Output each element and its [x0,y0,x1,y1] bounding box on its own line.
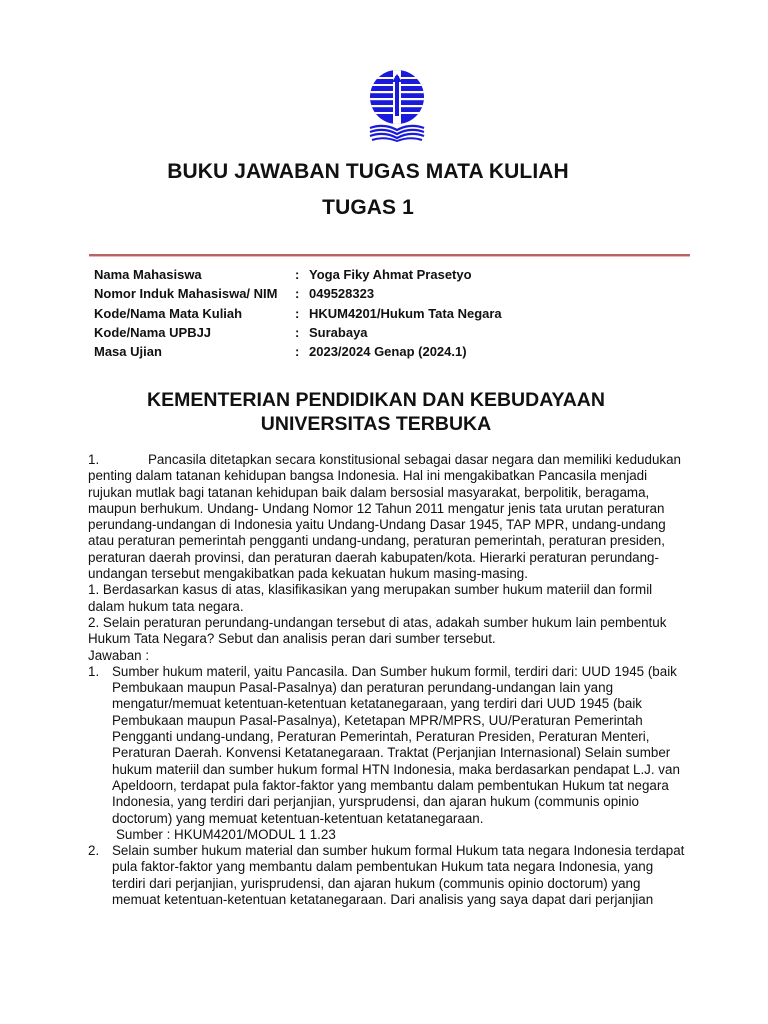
answer-number: 1. [88,663,100,679]
sub-question-1: 1. Berdasarkan kasus di atas, klasifikasikan yang merupakan sumber hukum materiil dan formil dalam hukum tata negara. [88,582,653,614]
info-colon: : [295,324,300,340]
question-paragraph [88,452,688,582]
info-colon: : [295,305,300,321]
info-value: Surabaya [309,324,368,340]
answer-item-1 [88,664,688,827]
divider-line [89,254,690,256]
institution-university: UNIVERSITAS TERBUKA [260,413,492,435]
institution-ministry: KEMENTERIAN PENDIDIKAN DAN KEBUDAYAAN [147,389,605,411]
answer-number: 2. [88,843,100,859]
info-label: Nama Mahasiswa [94,267,202,282]
answer-source: Sumber : HKUM4201/MODUL 1 1.23 [116,826,336,842]
answer-text: Selain sumber hukum material dan sumber hukum formal Hukum tata negara Indonesia terdapat pula faktor-faktor yang membantu dalam pembentukan Hukum tata negara Indonesia, yang terdiri dari perjanjian, yurisprudensi, dan ajaran hukum (communis opinio doctorum) yang memuat ketentuan-ketentuan ketatanegaraan. Dari analisis yang saya dapat dari perjanjian [112,843,685,908]
info-label: Kode/Nama UPBJJ [94,324,212,340]
student-info-table [94,265,502,361]
answer-item-2 [88,843,688,908]
question-text: Pancasila ditetapkan secara konstitusional sebagai dasar negara dan memiliki kedudukan penting dalam tatanan kehidupan bangsa Indonesia. Hal ini mengakibatkan Pancasila menjadi rujukan mutlak bagi tatanan kehidupan baik dalam bersosial masyarakat, berpolitik, beragama, maupun berhukum. Undang- Undang Nomor 12 Tahun 2011 mengatur jenis tata urutan peraturan perundang-undangan di Indonesia yaitu Undang-Undang Dasar 1945, TAP MPR, undang-undang atau peraturan pemerintah pengganti undang-undang, peraturan pemerintah, peraturan presiden, peraturan daerah provinsi, dan peraturan daerah kabupaten/kota. Hierarki peraturan perundang-undangan tersebut mengakibatkan pada kekuatan hukum masing-masing. [88,452,681,582]
document-subtitle: TUGAS 1 [322,196,414,219]
sub-question-2: 2. Selain peraturan perundang-undangan tersebut di atas, adakah sumber hukum lain pembentuk Hukum Tata Negara? Sebut dan analisis peran dari sumber tersebut. [88,614,667,647]
info-value: 049528323 [309,286,375,302]
info-row-upbjj [94,323,502,342]
info-colon: : [295,286,300,302]
info-value: 2023/2024 Genap (2024.1) [309,344,467,360]
document-body [88,452,688,908]
info-label: Kode/Nama Mata Kuliah [94,305,243,321]
info-label: Masa Ujian [94,344,162,360]
question-number: 1. [88,452,100,467]
info-row-name [94,265,502,284]
info-colon: : [295,267,300,282]
answer-text: Sumber hukum materil, yaitu Pancasila. Dan Sumber hukum formil, terdiri dari: UUD 1945 (baik Pembukaan maupun Pasal-Pasalnya) dan peraturan perundang-undangan lain yang mengatur/memuat ketentuan-ketentuan ketatanegaraan, yang terdiri dari UUD 1945 (baik Pembukaan maupun Pasal-Pasalnya), Ketetapan MPR/MPRS, UU/Peraturan Pemerintah Pengganti undang-undang, Peraturan Pemerintah, Peraturan Presiden, Peraturan Menteri, Peraturan Daerah. Konvensi Ketatanegaraan. Traktat (Perjanjian Internasional) Selain sumber hukum materiil dan sumber hukum formal HTN Indonesia, maka berdasarkan pendapat L.J. van Apeldoorn, terdapat pula faktor-faktor yang membantu dalam pembentukan Hukum tat negara Indonesia, yang terdiri dari perjanjian, yursprudensi, dan ajaran hukum (communis opinio doctorum) yang memuat ketentuan-ketentuan ketatanegaraan. [112,663,680,826]
info-row-nim [94,284,502,303]
info-colon: : [295,344,300,360]
ut-logo-icon [364,66,430,142]
info-value: HKUM4201/Hukum Tata Negara [309,305,502,321]
answer-label: Jawaban : [88,647,150,663]
info-row-exam-period [94,342,502,361]
document-title: BUKU JAWABAN TUGAS MATA KULIAH [167,160,569,183]
info-row-course [94,304,502,323]
info-value: Yoga Fiky Ahmat Prasetyo [309,267,472,282]
info-label: Nomor Induk Mahasiswa/ NIM [94,286,278,302]
